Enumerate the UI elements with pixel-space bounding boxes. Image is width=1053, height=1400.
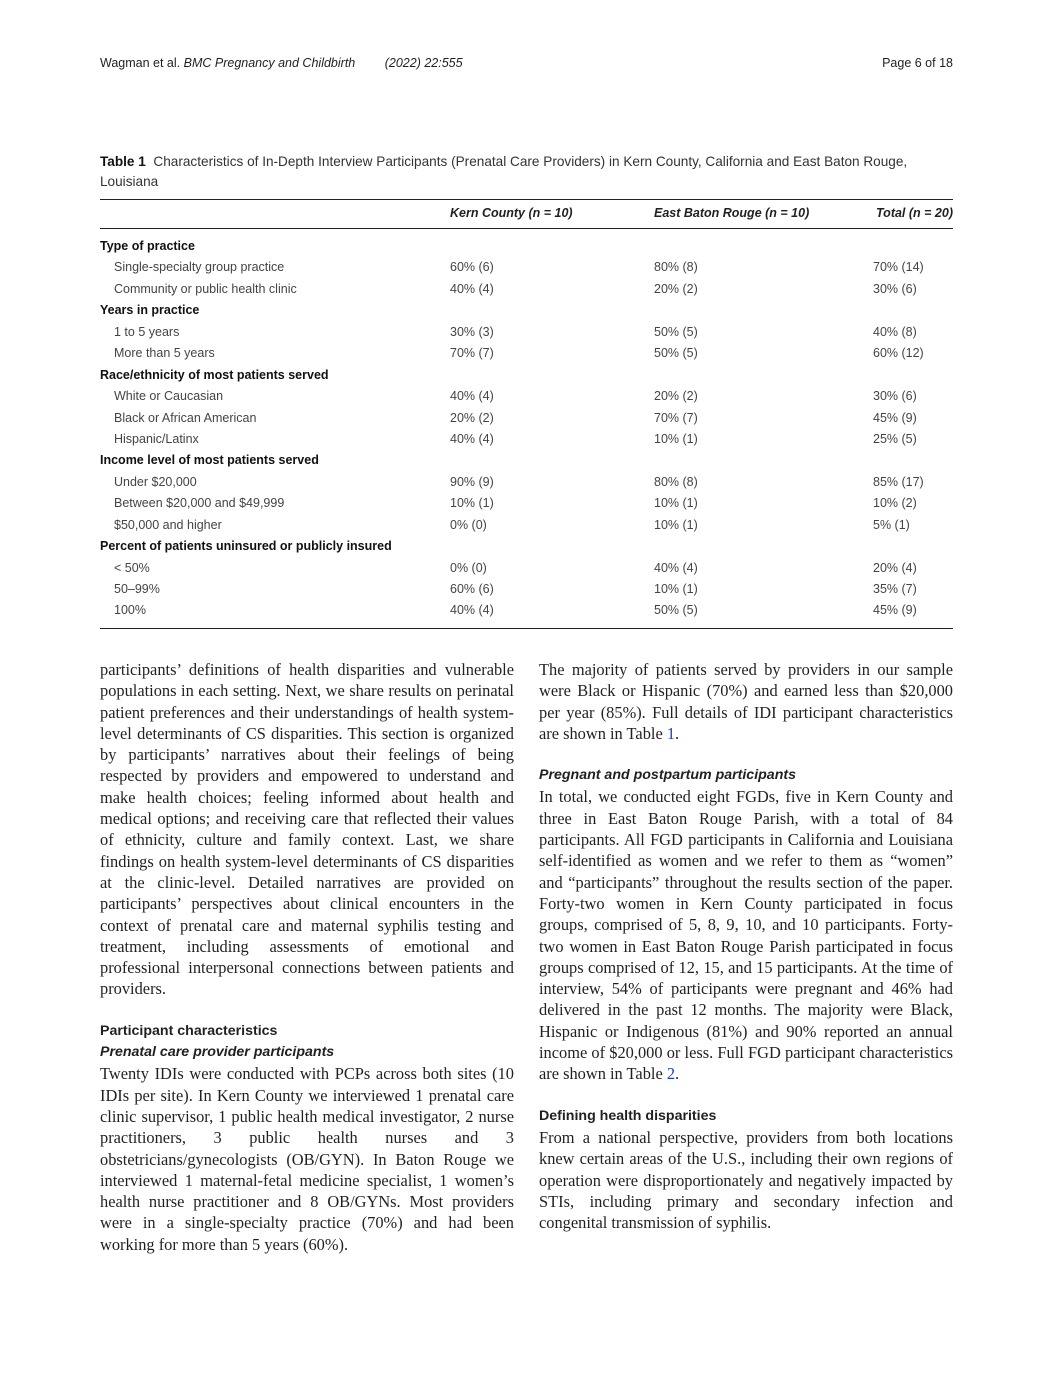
- table-cell-kern: 20% (2): [450, 410, 494, 425]
- table-row: [100, 558, 953, 579]
- citation-journal: BMC Pregnancy and Childbirth: [183, 56, 356, 70]
- table-group-row: [100, 536, 953, 557]
- table-row-label: Single-specialty group practice: [114, 260, 285, 275]
- subsection-heading-pregnant-postpartum: Pregnant and postpartum participants: [539, 767, 796, 784]
- table-group-title: Type of practice: [100, 239, 195, 253]
- table-row-label: $50,000 and higher: [114, 517, 222, 532]
- table-row-label: 1 to 5 years: [114, 324, 180, 339]
- paragraph-text-end: .: [675, 1064, 680, 1084]
- section-heading-participant-characteristics: Participant characteristics: [100, 1022, 278, 1039]
- table-cell-total: 25% (5): [873, 431, 917, 446]
- table-cell-kern: 90% (9): [450, 474, 494, 489]
- table-cell-kern: 30% (3): [450, 324, 494, 339]
- table-cell-baton-rouge: 20% (2): [654, 389, 698, 404]
- table-cell-kern: 40% (4): [450, 281, 494, 296]
- table-row: [100, 408, 953, 429]
- table-row: [100, 257, 953, 278]
- table-cell-kern: 70% (7): [450, 346, 494, 361]
- paragraph-results-intro: participants’ definitions of health disparities and vulnerable populations in each setting. Next, we share results on perinatal patient preferences and their understandings of health system-level determinants of CS disparities. This section is organized by participants’ narratives about their feelings of being respected by providers and empowered to understand and make health choices; feeling informed about health and medical options; and receiving care that reflected their values of ethnicity, culture and family context. Last, we share findings on health system-level determinants of CS disparities at the clinic-level. Detailed narratives are provided on participants’ perspectives about clinical encounters in the context of prenatal care and maternal syphilis testing and treatment, including assessments of emotional and professional interpersonal connections between patients and providers.: [100, 660, 514, 999]
- table-cell-total: 35% (7): [873, 582, 917, 596]
- paragraph-defining-disparities: From a national perspective, providers from both locations knew certain areas of the U.S., including their own regions of operation were disproportionately and negatively impacted by STIs, including primary and secondary infection and congenital transmission of syphilis.: [539, 1127, 953, 1233]
- table-row-label: More than 5 years: [114, 346, 215, 361]
- table-header-row: [100, 200, 953, 228]
- table-cell-baton-rouge: 10% (1): [654, 496, 698, 511]
- table-row-label: Under $20,000: [114, 474, 197, 489]
- paragraph-text: The majority of patients served by providers in our sample were Black or Hispanic (70%) and earned less than $20,000 per year (85%). Full details of IDI participant characteristics are shown in Table: [539, 660, 953, 743]
- table-row-label: Hispanic/Latinx: [114, 431, 199, 446]
- table-body: [100, 229, 953, 628]
- table-cell-kern: 0% (0): [450, 560, 487, 575]
- table-cell-total: 40% (8): [873, 324, 917, 339]
- citation: [100, 56, 463, 70]
- table-cell-kern: 60% (6): [450, 260, 494, 275]
- paragraph-pcp-participants: Twenty IDIs were conducted with PCPs across both sites (10 IDIs per site). In Kern County we interviewed 1 prenatal care clinic supervisor, 1 public health medical investigator, 2 nurse practitioners, 3 public health nurses and 3 obstetricians/gynecologists (OB/GYN). In Baton Rouge we interviewed 1 maternal-fetal medicine specialist, 1 women’s health nurse practitioner and 8 OB/GYNs. Most providers were in a single-specialty practice (70%) and had been working for more than 5 years (60%).: [100, 1064, 514, 1254]
- table-row-label: Community or public health clinic: [114, 281, 297, 296]
- table-cell-total: 5% (1): [873, 517, 910, 532]
- table-cell-baton-rouge: 40% (4): [654, 560, 698, 575]
- table-cell-baton-rouge: 50% (5): [654, 324, 698, 339]
- table-row: [100, 386, 953, 407]
- table-row-label: Black or African American: [114, 410, 257, 425]
- table-cell-total: 45% (9): [873, 603, 917, 618]
- table-group-row: [100, 300, 953, 321]
- body-column-left: [100, 659, 514, 1255]
- table-row: [100, 493, 953, 514]
- table-cell-kern: 10% (1): [450, 496, 494, 511]
- table-row: [100, 279, 953, 300]
- body-column-right: [539, 659, 953, 1233]
- table-caption-text: Characteristics of In-Depth Interview Participants (Prenatal Care Providers) in Kern County, California and East Baton Rouge, Louisiana: [100, 154, 908, 189]
- table-cell-total: 20% (4): [873, 560, 917, 575]
- table-group-title: Race/ethnicity of most patients served: [100, 367, 329, 382]
- characteristics-table: [100, 199, 953, 629]
- table-cell-total: 10% (2): [873, 496, 917, 511]
- table-row-label: 100%: [114, 603, 146, 618]
- table-cell-total: 45% (9): [873, 410, 917, 425]
- column-header-total: Total (n = 20): [876, 206, 953, 220]
- table-cell-kern: 40% (4): [450, 431, 494, 446]
- table-cell-total: 30% (6): [873, 281, 917, 296]
- table-group-title: Percent of patients uninsured or publicly insured: [100, 539, 392, 554]
- column-header-baton-rouge: East Baton Rouge (n = 10): [654, 206, 810, 220]
- table-cell-baton-rouge: 70% (7): [654, 410, 698, 425]
- table-cell-baton-rouge: 10% (1): [654, 582, 698, 596]
- paragraph-patients-served: [539, 659, 953, 744]
- table-group-title: Years in practice: [100, 303, 200, 318]
- table-row: [100, 429, 953, 450]
- table-group-row: [100, 450, 953, 471]
- table-cell-total: 70% (14): [873, 260, 924, 275]
- table-row: [100, 322, 953, 343]
- table-group-row: [100, 236, 953, 257]
- table-row-label: Between $20,000 and $49,999: [114, 496, 285, 511]
- table-cell-total: 30% (6): [873, 389, 917, 404]
- table-cell-baton-rouge: 20% (2): [654, 281, 698, 296]
- table-group-title: Income level of most patients served: [100, 453, 319, 468]
- table-cell-baton-rouge: 80% (8): [654, 260, 698, 275]
- page-number: Page 6 of 18: [882, 56, 953, 70]
- table-caption: [100, 152, 953, 192]
- table-cell-baton-rouge: 50% (5): [654, 603, 698, 618]
- table-row: [100, 600, 953, 621]
- table-cell-kern: 60% (6): [450, 582, 494, 596]
- table-group-row: [100, 365, 953, 386]
- table-cell-kern: 40% (4): [450, 389, 494, 404]
- citation-year: (2022) 22:555: [384, 56, 463, 70]
- table-row: [100, 472, 953, 493]
- paragraph-text-end: .: [675, 723, 680, 743]
- column-header-kern: Kern County (n = 10): [450, 206, 573, 220]
- table-cell-baton-rouge: 50% (5): [654, 346, 698, 361]
- table-cell-baton-rouge: 80% (8): [654, 474, 698, 489]
- paragraph-text: In total, we conducted eight FGDs, five in Kern County and three in East Baton Rouge Parish, with a total of 84 participants. All FGD participants in California and Louisiana self-identified as women and we refer to them as “women” and “participants” throughout the results section of the paper. Forty-two women in Kern County participated in focus groups, comprised of 5, 8, 9, 10, and 10 participants. Forty-two women in East Baton Rouge Parish participated in focus groups comprised of 12, 15, and 15 participants. At the time of interview, 54% of participants were pregnant and 46% had delivered in the past 12 months. The majority were Black, Hispanic or Indigenous (81%) and 90% reported an annual income of $20,000 or less. Full FGD participant characteristics are shown in Table: [539, 787, 953, 1084]
- table-row-label: 50–99%: [114, 582, 160, 596]
- table-bottom-rule: [100, 628, 953, 629]
- table-cell-total: 85% (17): [873, 474, 924, 489]
- table-cell-baton-rouge: 10% (1): [654, 517, 698, 532]
- table-row: [100, 515, 953, 536]
- running-header: [100, 56, 953, 74]
- table-2-link[interactable]: 2: [666, 1064, 676, 1084]
- table-1-link[interactable]: 1: [666, 723, 676, 743]
- table-row: [100, 579, 953, 600]
- table-cell-kern: 0% (0): [450, 517, 487, 532]
- paragraph-pregnant-participants: [539, 786, 953, 1084]
- section-heading-defining-health-disparities: Defining health disparities: [539, 1107, 717, 1124]
- table-label: Table 1: [100, 154, 146, 169]
- table-cell-total: 60% (12): [873, 346, 924, 361]
- table-cell-kern: 40% (4): [450, 603, 494, 618]
- table-cell-baton-rouge: 10% (1): [654, 431, 698, 446]
- table-row-label: White or Caucasian: [114, 389, 224, 404]
- subsection-heading-prenatal-care-providers: Prenatal care provider participants: [100, 1044, 335, 1061]
- citation-authors: Wagman et al.: [100, 56, 181, 70]
- table-row: [100, 343, 953, 364]
- table-row-label: < 50%: [114, 560, 150, 575]
